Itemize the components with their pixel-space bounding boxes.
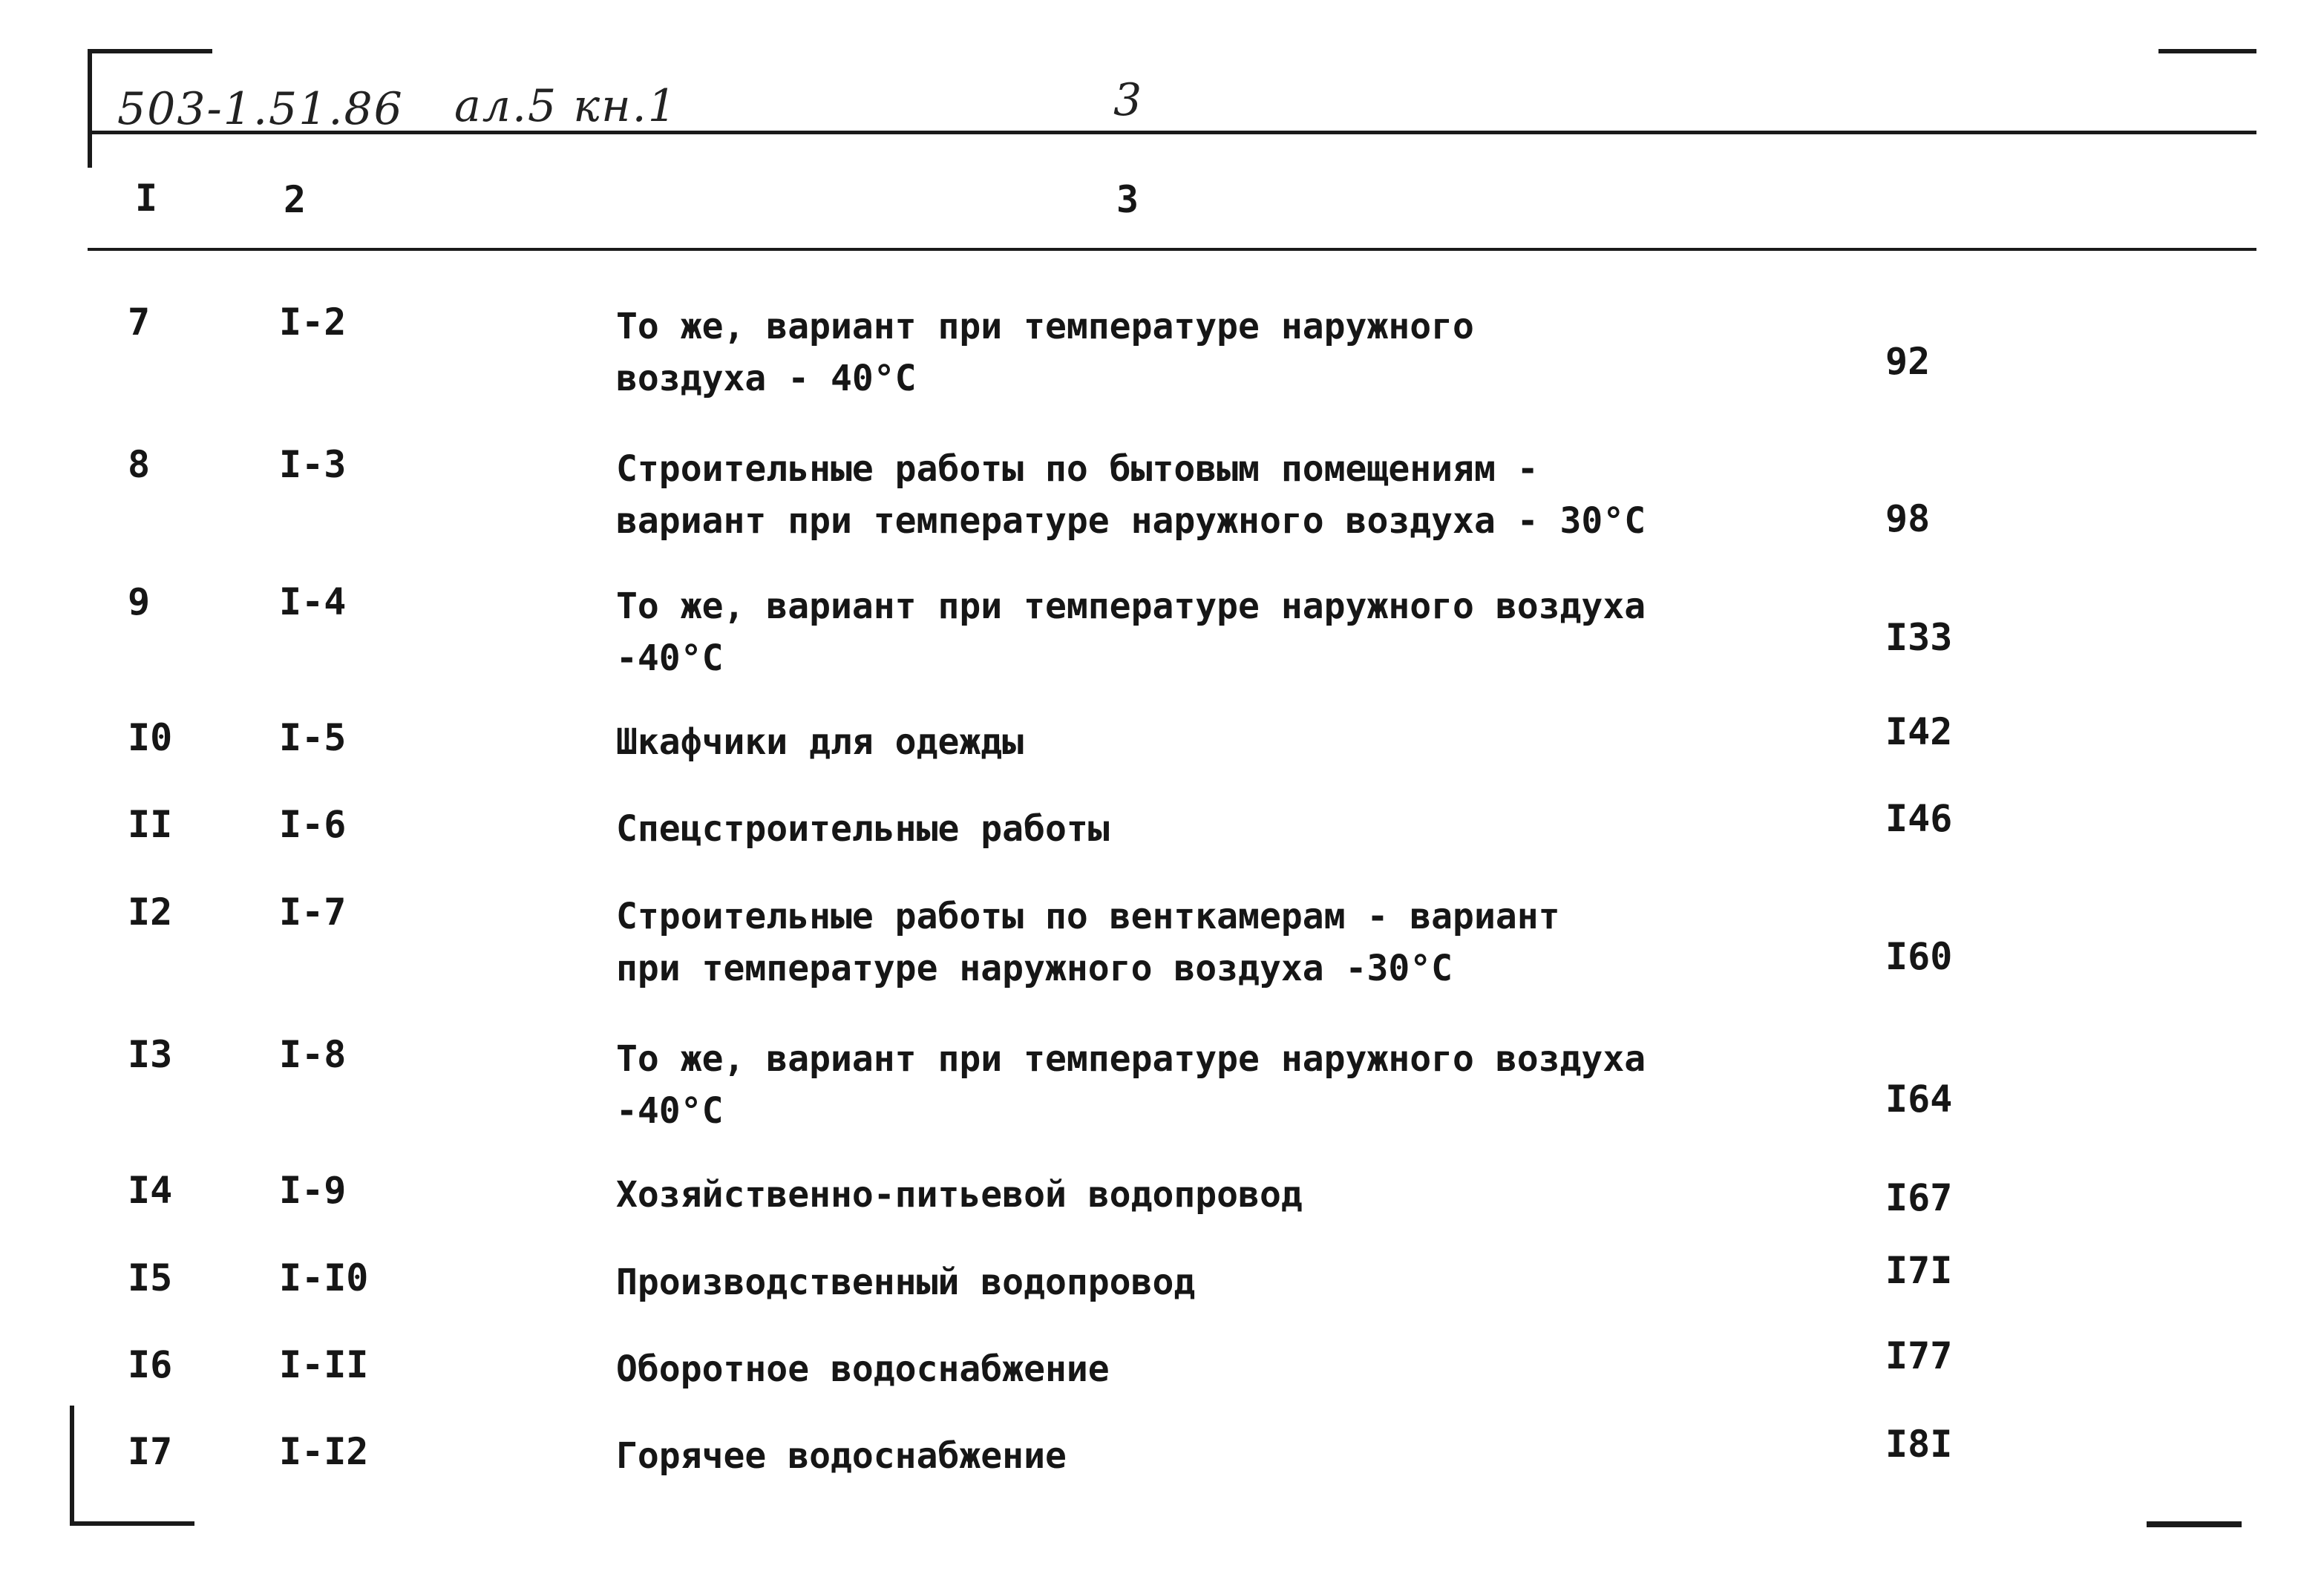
- row-code: I-I0: [279, 1256, 369, 1299]
- row-code: I-7: [279, 891, 347, 934]
- row-title: Шкафчики для одежды: [616, 721, 1024, 763]
- row-title: Строительные работы по венткамерам - вариант при температуре наружного воздуха -30°С: [616, 896, 1560, 989]
- row-number: I4: [128, 1169, 173, 1212]
- row-code: I-9: [279, 1169, 347, 1212]
- row-title: Хозяйственно-питьевой водопровод: [616, 1174, 1303, 1216]
- row-title: То же, вариант при температуре наружного воздуха -40°С: [616, 1038, 1646, 1132]
- row-number: I2: [128, 891, 173, 934]
- row-number: 7: [128, 301, 151, 344]
- row-title: Оборотное водоснабжение: [616, 1348, 1110, 1390]
- row-code: I-6: [279, 803, 347, 846]
- row-title: Строительные работы по бытовым помещениям - вариант при температуре наружного воздуха - 30°С: [616, 448, 1646, 542]
- row-code: I-2: [279, 301, 347, 344]
- frame-left-vertical-rule: [88, 49, 92, 168]
- column-header-3: 3: [1116, 178, 1139, 221]
- row-number: I3: [128, 1033, 173, 1076]
- document-code: 503-1.51.86: [117, 83, 404, 135]
- row-code: I-3: [279, 443, 347, 486]
- album-reference: ал.5 кн.1: [454, 80, 678, 132]
- column-header-1: I: [135, 177, 158, 220]
- row-number: I0: [128, 716, 173, 759]
- row-number: II: [128, 803, 173, 846]
- title-underline-rule: [88, 131, 2256, 134]
- frame-top-left-rule: [88, 49, 212, 53]
- row-number: I5: [128, 1256, 173, 1299]
- row-code: I-4: [279, 580, 347, 623]
- row-page: I60: [1885, 935, 1953, 978]
- top-right-corner-mark: [2158, 49, 2256, 53]
- row-page: I64: [1885, 1078, 1953, 1121]
- row-code: I-II: [279, 1343, 369, 1386]
- row-page: I8I: [1885, 1423, 1953, 1466]
- row-page: I7I: [1885, 1249, 1953, 1292]
- row-title: То же, вариант при температуре наружного воздуха -40°С: [616, 586, 1646, 679]
- row-number: I7: [128, 1430, 173, 1473]
- row-code: I-I2: [279, 1430, 369, 1473]
- page-number: 3: [1113, 74, 1144, 126]
- row-title: Горячее водоснабжение: [616, 1435, 1067, 1477]
- frame-bottom-left-vertical: [70, 1406, 74, 1526]
- bottom-right-corner-mark: [2147, 1521, 2242, 1527]
- row-number: 9: [128, 580, 151, 623]
- row-page: 98: [1885, 497, 1931, 540]
- row-title: Производственный водопровод: [616, 1262, 1196, 1303]
- row-title: Спецстроительные работы: [616, 808, 1110, 850]
- row-page: I42: [1885, 710, 1953, 753]
- column-header-2: 2: [284, 178, 307, 221]
- row-title: То же, вариант при температуре наружного воздуха - 40°С: [616, 306, 1474, 399]
- row-page: 92: [1885, 340, 1931, 383]
- row-number: 8: [128, 443, 151, 486]
- row-code: I-5: [279, 716, 347, 759]
- row-number: I6: [128, 1343, 173, 1386]
- column-header-rule: [88, 248, 2256, 251]
- row-page: I46: [1885, 797, 1953, 840]
- row-page: I67: [1885, 1176, 1953, 1219]
- row-page: I77: [1885, 1334, 1953, 1377]
- row-code: I-8: [279, 1033, 347, 1076]
- frame-bottom-left-rule: [70, 1521, 194, 1526]
- row-page: I33: [1885, 616, 1953, 659]
